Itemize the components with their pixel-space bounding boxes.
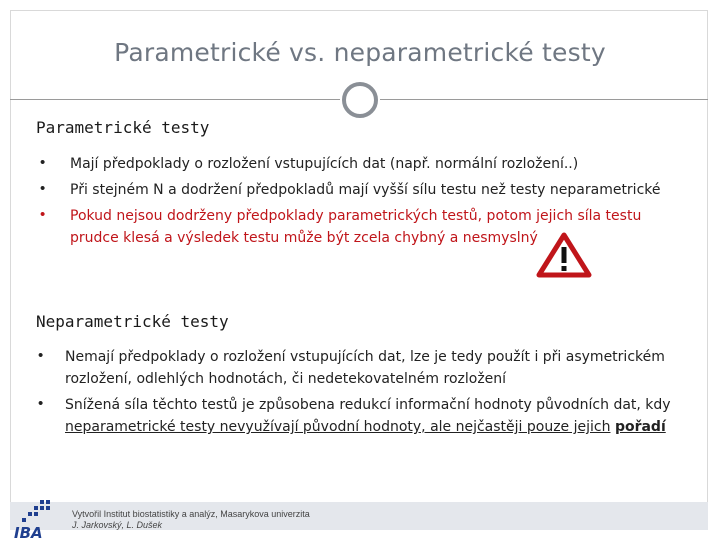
- nonparametric-bullet-2-cont: [65, 416, 693, 438]
- parametric-bullet-2: Při stejném N a dodržení předpokladů mají vyšší sílu testu než testy neparametrické: [70, 182, 661, 198]
- footer-authors: J. Jarkovský, L. Dušek: [72, 520, 163, 530]
- bullet-icon: •: [40, 154, 46, 171]
- page-title: Parametrické vs. neparametrické testy: [114, 38, 606, 67]
- nonparametric-bullet-1: Nemají předpoklady o rozložení vstupujících dat, lze je tedy použít i při asymetrickém: [65, 349, 665, 365]
- footer-credit: Vytvořil Institut biostatistiky a analýz, Masarykova univerzita: [72, 509, 310, 519]
- circle-ornament-icon: [342, 82, 378, 118]
- parametric-bullet-1: Mají předpoklady o rozložení vstupujících dat (např. normální rozložení..): [70, 156, 579, 172]
- bullet-icon: •: [38, 395, 44, 412]
- emphasized-text: pořadí: [614, 419, 666, 435]
- warning-triangle-icon: [536, 232, 592, 278]
- parametric-heading: Parametrické testy: [36, 118, 210, 137]
- parametric-bullet-3: Pokud nejsou dodrženy předpoklady parametrických testů, potom jejich síla testu: [70, 208, 642, 224]
- nonparametric-bullet-1-cont: rozložení, odlehlých hodnotách, či nedetekovatelném rozložení: [65, 371, 507, 387]
- divider-left: [10, 99, 340, 100]
- parametric-bullet-3-cont: prudce klesá a výsledek testu může být zcela chybný a nesmyslný: [70, 230, 538, 246]
- svg-text:IBA: IBA: [14, 524, 43, 540]
- bullet-icon: •: [40, 206, 46, 223]
- nonparametric-heading: Neparametrické testy: [36, 312, 229, 331]
- nonparametric-bullet-2: Snížená síla těchto testů je způsobena redukcí informační hodnoty původních dat, kdy: [65, 397, 671, 413]
- bullet-icon: •: [40, 180, 46, 197]
- underlined-text: neparametrické testy nevyužívají původní hodnoty, ale nejčastěji pouze jejich: [65, 419, 611, 435]
- iba-logo-icon: [10, 498, 58, 540]
- bullet-icon: •: [38, 347, 44, 364]
- divider-right: [380, 99, 708, 100]
